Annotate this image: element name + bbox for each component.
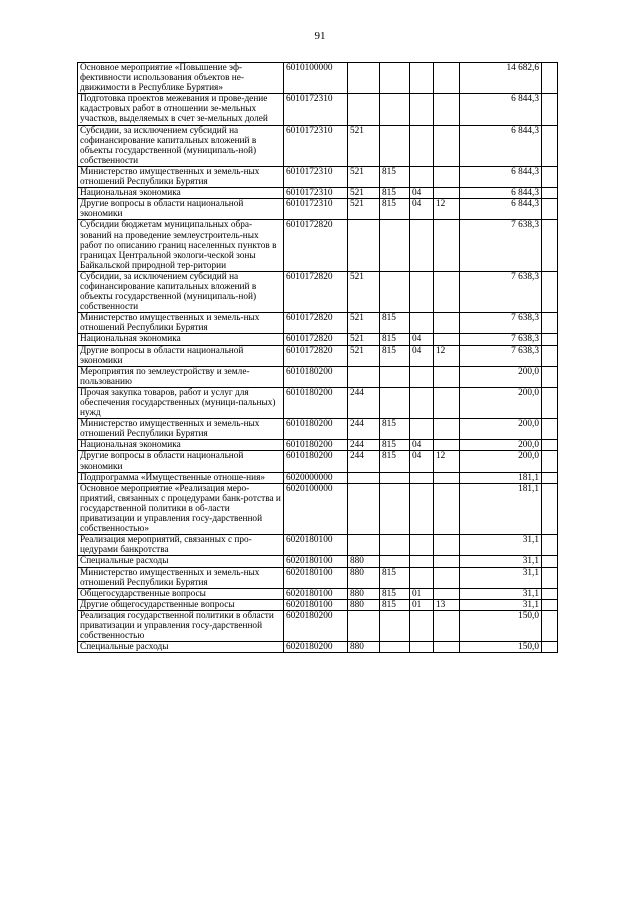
- section-cell: [410, 483, 434, 534]
- table-row: [78, 610, 558, 641]
- target-article-cell: 6010180200: [284, 440, 348, 451]
- subsection-cell: [434, 472, 460, 483]
- expense-name-cell: Субсидии, за исключением субсидий на софинансирование капитальных вложений в объекты государственной (муниципаль-ной) собственности: [78, 271, 284, 312]
- section-cell: [410, 125, 434, 166]
- section-cell: [410, 472, 434, 483]
- subsection-cell: [434, 166, 460, 187]
- empty-cell: [542, 166, 558, 187]
- section-cell: [410, 387, 434, 418]
- ministry-code-cell: [380, 220, 410, 271]
- expense-name-cell: Другие общегосударственные вопросы: [78, 599, 284, 610]
- target-article-cell: 6020180100: [284, 535, 348, 556]
- amount-cell: 6 844,3: [460, 125, 542, 166]
- empty-cell: [542, 642, 558, 653]
- table-row: [78, 556, 558, 567]
- amount-cell: 181,1: [460, 483, 542, 534]
- expense-type-cell: 244: [348, 419, 380, 440]
- amount-cell: 7 638,3: [460, 220, 542, 271]
- table-row: [78, 313, 558, 334]
- table-row: [78, 166, 558, 187]
- target-article-cell: 6010180200: [284, 387, 348, 418]
- amount-cell: 150,0: [460, 610, 542, 641]
- ministry-code-cell: [380, 63, 410, 94]
- expense-type-cell: [348, 483, 380, 534]
- amount-cell: 6 844,3: [460, 188, 542, 199]
- amount-cell: 6 844,3: [460, 166, 542, 187]
- amount-cell: 31,1: [460, 588, 542, 599]
- table-row: [78, 271, 558, 312]
- table-row: [78, 220, 558, 271]
- ministry-code-cell: [380, 610, 410, 641]
- expense-name-cell: Субсидии бюджетам муниципальных обра-зований на проведение землеустроитель-ных работ по описанию границ населенных пунктов в границах Центральной экологи-ческой зоны Байкальской природной тер-ритории: [78, 220, 284, 271]
- ministry-code-cell: 815: [380, 334, 410, 345]
- expense-type-cell: 521: [348, 166, 380, 187]
- ministry-code-cell: [380, 271, 410, 312]
- expense-name-cell: Подпрограмма «Имущественные отноше-ния»: [78, 472, 284, 483]
- section-cell: [410, 366, 434, 387]
- empty-cell: [542, 366, 558, 387]
- ministry-code-cell: [380, 125, 410, 166]
- amount-cell: 7 638,3: [460, 271, 542, 312]
- target-article-cell: 6010172310: [284, 94, 348, 125]
- section-cell: [410, 535, 434, 556]
- section-cell: 04: [410, 345, 434, 366]
- expense-type-cell: 880: [348, 567, 380, 588]
- amount-cell: 200,0: [460, 440, 542, 451]
- subsection-cell: [434, 63, 460, 94]
- empty-cell: [542, 94, 558, 125]
- expense-type-cell: 880: [348, 556, 380, 567]
- target-article-cell: 6010172820: [284, 345, 348, 366]
- amount-cell: 31,1: [460, 599, 542, 610]
- subsection-cell: [434, 94, 460, 125]
- expense-name-cell: Министерство имущественных и земель-ных отношений Республики Бурятия: [78, 567, 284, 588]
- table-row: [78, 188, 558, 199]
- expense-type-cell: 244: [348, 440, 380, 451]
- expense-type-cell: [348, 610, 380, 641]
- subsection-cell: [434, 556, 460, 567]
- expense-name-cell: Специальные расходы: [78, 556, 284, 567]
- expense-name-cell: Прочая закупка товаров, работ и услуг для обеспечения государственных (муници-пальных) нужд: [78, 387, 284, 418]
- expense-type-cell: [348, 366, 380, 387]
- section-cell: [410, 610, 434, 641]
- expense-name-cell: Специальные расходы: [78, 642, 284, 653]
- subsection-cell: [434, 567, 460, 588]
- amount-cell: 200,0: [460, 387, 542, 418]
- target-article-cell: 6010180200: [284, 419, 348, 440]
- target-article-cell: 6020180200: [284, 610, 348, 641]
- ministry-code-cell: [380, 642, 410, 653]
- section-cell: [410, 63, 434, 94]
- amount-cell: 150,0: [460, 642, 542, 653]
- expense-type-cell: 521: [348, 345, 380, 366]
- expense-type-cell: 521: [348, 313, 380, 334]
- empty-cell: [542, 188, 558, 199]
- subsection-cell: [434, 387, 460, 418]
- expense-type-cell: 244: [348, 451, 380, 472]
- subsection-cell: [434, 313, 460, 334]
- empty-cell: [542, 440, 558, 451]
- amount-cell: 200,0: [460, 451, 542, 472]
- empty-cell: [542, 345, 558, 366]
- table-row: [78, 588, 558, 599]
- amount-cell: 7 638,3: [460, 313, 542, 334]
- target-article-cell: 6010100000: [284, 63, 348, 94]
- target-article-cell: 6010172820: [284, 271, 348, 312]
- subsection-cell: 12: [434, 451, 460, 472]
- subsection-cell: [434, 642, 460, 653]
- table-row: [78, 334, 558, 345]
- target-article-cell: 6010180200: [284, 366, 348, 387]
- amount-cell: 14 682,6: [460, 63, 542, 94]
- table-row: [78, 125, 558, 166]
- expense-type-cell: 521: [348, 271, 380, 312]
- subsection-cell: [434, 483, 460, 534]
- empty-cell: [542, 334, 558, 345]
- target-article-cell: 6010172310: [284, 125, 348, 166]
- section-cell: [410, 567, 434, 588]
- empty-cell: [542, 567, 558, 588]
- expense-name-cell: Другие вопросы в области национальной экономики: [78, 199, 284, 220]
- amount-cell: 181,1: [460, 472, 542, 483]
- empty-cell: [542, 610, 558, 641]
- ministry-code-cell: 815: [380, 188, 410, 199]
- empty-cell: [542, 313, 558, 334]
- subsection-cell: [434, 419, 460, 440]
- target-article-cell: 6010172310: [284, 199, 348, 220]
- expense-type-cell: [348, 220, 380, 271]
- empty-cell: [542, 387, 558, 418]
- target-article-cell: 6010172820: [284, 334, 348, 345]
- empty-cell: [542, 271, 558, 312]
- ministry-code-cell: 815: [380, 567, 410, 588]
- expense-name-cell: Мероприятия по землеустройству и земле-пользованию: [78, 366, 284, 387]
- empty-cell: [542, 472, 558, 483]
- target-article-cell: 6010180200: [284, 451, 348, 472]
- section-cell: 04: [410, 451, 434, 472]
- amount-cell: 7 638,3: [460, 345, 542, 366]
- ministry-code-cell: [380, 483, 410, 534]
- target-article-cell: 6020180100: [284, 599, 348, 610]
- section-cell: [410, 642, 434, 653]
- subsection-cell: [434, 440, 460, 451]
- expense-type-cell: [348, 94, 380, 125]
- amount-cell: 200,0: [460, 419, 542, 440]
- empty-cell: [542, 535, 558, 556]
- section-cell: [410, 94, 434, 125]
- expense-type-cell: 521: [348, 125, 380, 166]
- section-cell: 04: [410, 334, 434, 345]
- section-cell: 01: [410, 599, 434, 610]
- target-article-cell: 6020100000: [284, 483, 348, 534]
- subsection-cell: [434, 188, 460, 199]
- empty-cell: [542, 199, 558, 220]
- table-row: [78, 483, 558, 534]
- section-cell: [410, 220, 434, 271]
- ministry-code-cell: [380, 472, 410, 483]
- empty-cell: [542, 63, 558, 94]
- section-cell: [410, 166, 434, 187]
- ministry-code-cell: [380, 535, 410, 556]
- section-cell: 04: [410, 188, 434, 199]
- target-article-cell: 6020180100: [284, 556, 348, 567]
- target-article-cell: 6020180100: [284, 567, 348, 588]
- expense-name-cell: Основное мероприятие «Реализация меро-приятий, связанных с процедурами банк-ротства и государственной политики в об-ласти приватизации и управления госу-дарственной собственностью»: [78, 483, 284, 534]
- expense-name-cell: Общегосударственные вопросы: [78, 588, 284, 599]
- section-cell: [410, 271, 434, 312]
- ministry-code-cell: [380, 94, 410, 125]
- amount-cell: 200,0: [460, 366, 542, 387]
- ministry-code-cell: 815: [380, 440, 410, 451]
- expense-type-cell: 880: [348, 642, 380, 653]
- expense-type-cell: 521: [348, 199, 380, 220]
- expense-name-cell: Подготовка проектов межевания и прове-дение кадастровых работ в отношении зе-мельных участков, выделяемых в счет зе-мельных долей: [78, 94, 284, 125]
- subsection-cell: [434, 125, 460, 166]
- empty-cell: [542, 599, 558, 610]
- expense-type-cell: 244: [348, 387, 380, 418]
- expense-name-cell: Министерство имущественных и земель-ных отношений Республики Бурятия: [78, 166, 284, 187]
- subsection-cell: [434, 535, 460, 556]
- table-row: [78, 451, 558, 472]
- ministry-code-cell: [380, 366, 410, 387]
- ministry-code-cell: 815: [380, 345, 410, 366]
- subsection-cell: [434, 271, 460, 312]
- table-row: [78, 440, 558, 451]
- subsection-cell: [434, 220, 460, 271]
- ministry-code-cell: [380, 387, 410, 418]
- table-row: [78, 345, 558, 366]
- amount-cell: 31,1: [460, 567, 542, 588]
- ministry-code-cell: 815: [380, 199, 410, 220]
- expense-type-cell: 521: [348, 334, 380, 345]
- table-row: [78, 472, 558, 483]
- amount-cell: 6 844,3: [460, 94, 542, 125]
- target-article-cell: 6010172820: [284, 313, 348, 334]
- expense-name-cell: Национальная экономика: [78, 440, 284, 451]
- ministry-code-cell: 815: [380, 451, 410, 472]
- empty-cell: [542, 220, 558, 271]
- amount-cell: 6 844,3: [460, 199, 542, 220]
- expense-name-cell: Субсидии, за исключением субсидий на софинансирование капитальных вложений в объекты государственной (муниципаль-ной) собственности: [78, 125, 284, 166]
- page-number: 91: [314, 30, 326, 42]
- table-row: [78, 94, 558, 125]
- subsection-cell: 12: [434, 199, 460, 220]
- ministry-code-cell: 815: [380, 588, 410, 599]
- target-article-cell: 6020000000: [284, 472, 348, 483]
- expense-type-cell: 521: [348, 188, 380, 199]
- amount-cell: 31,1: [460, 556, 542, 567]
- subsection-cell: [434, 610, 460, 641]
- subsection-cell: [434, 588, 460, 599]
- target-article-cell: 6020180200: [284, 642, 348, 653]
- table-row: [78, 599, 558, 610]
- ministry-code-cell: [380, 556, 410, 567]
- expense-name-cell: Реализация мероприятий, связанных с про-цедурами банкротства: [78, 535, 284, 556]
- target-article-cell: 6020180100: [284, 588, 348, 599]
- empty-cell: [542, 419, 558, 440]
- table-row: [78, 366, 558, 387]
- subsection-cell: 13: [434, 599, 460, 610]
- expense-name-cell: Национальная экономика: [78, 188, 284, 199]
- ministry-code-cell: 815: [380, 313, 410, 334]
- empty-cell: [542, 588, 558, 599]
- expense-name-cell: Национальная экономика: [78, 334, 284, 345]
- expense-type-cell: [348, 63, 380, 94]
- subsection-cell: 12: [434, 345, 460, 366]
- expense-type-cell: 880: [348, 599, 380, 610]
- ministry-code-cell: 815: [380, 166, 410, 187]
- expense-name-cell: Основное мероприятие «Повышение эф-фективности использования объектов не-движимости в Республике Бурятия»: [78, 63, 284, 94]
- expense-name-cell: Реализация государственной политики в области приватизации и управления госу-дарственной собственностью: [78, 610, 284, 641]
- table-row: [78, 567, 558, 588]
- section-cell: [410, 313, 434, 334]
- empty-cell: [542, 125, 558, 166]
- table-row: [78, 199, 558, 220]
- expense-type-cell: [348, 535, 380, 556]
- expense-type-cell: [348, 472, 380, 483]
- section-cell: [410, 556, 434, 567]
- amount-cell: 31,1: [460, 535, 542, 556]
- table-row: [78, 63, 558, 94]
- subsection-cell: [434, 334, 460, 345]
- empty-cell: [542, 556, 558, 567]
- ministry-code-cell: 815: [380, 419, 410, 440]
- section-cell: 04: [410, 199, 434, 220]
- empty-cell: [542, 451, 558, 472]
- empty-cell: [542, 483, 558, 534]
- table-row: [78, 535, 558, 556]
- section-cell: 01: [410, 588, 434, 599]
- target-article-cell: 6010172310: [284, 188, 348, 199]
- expense-name-cell: Министерство имущественных и земель-ных отношений Республики Бурятия: [78, 419, 284, 440]
- table-row: [78, 419, 558, 440]
- ministry-code-cell: 815: [380, 599, 410, 610]
- table-row: [78, 642, 558, 653]
- expense-type-cell: 880: [348, 588, 380, 599]
- expense-name-cell: Другие вопросы в области национальной экономики: [78, 451, 284, 472]
- subsection-cell: [434, 366, 460, 387]
- amount-cell: 7 638,3: [460, 334, 542, 345]
- expense-name-cell: Другие вопросы в области национальной экономики: [78, 345, 284, 366]
- target-article-cell: 6010172820: [284, 220, 348, 271]
- section-cell: [410, 419, 434, 440]
- section-cell: 04: [410, 440, 434, 451]
- expense-name-cell: Министерство имущественных и земель-ных отношений Республики Бурятия: [78, 313, 284, 334]
- budget-table: [77, 62, 558, 653]
- target-article-cell: 6010172310: [284, 166, 348, 187]
- table-row: [78, 387, 558, 418]
